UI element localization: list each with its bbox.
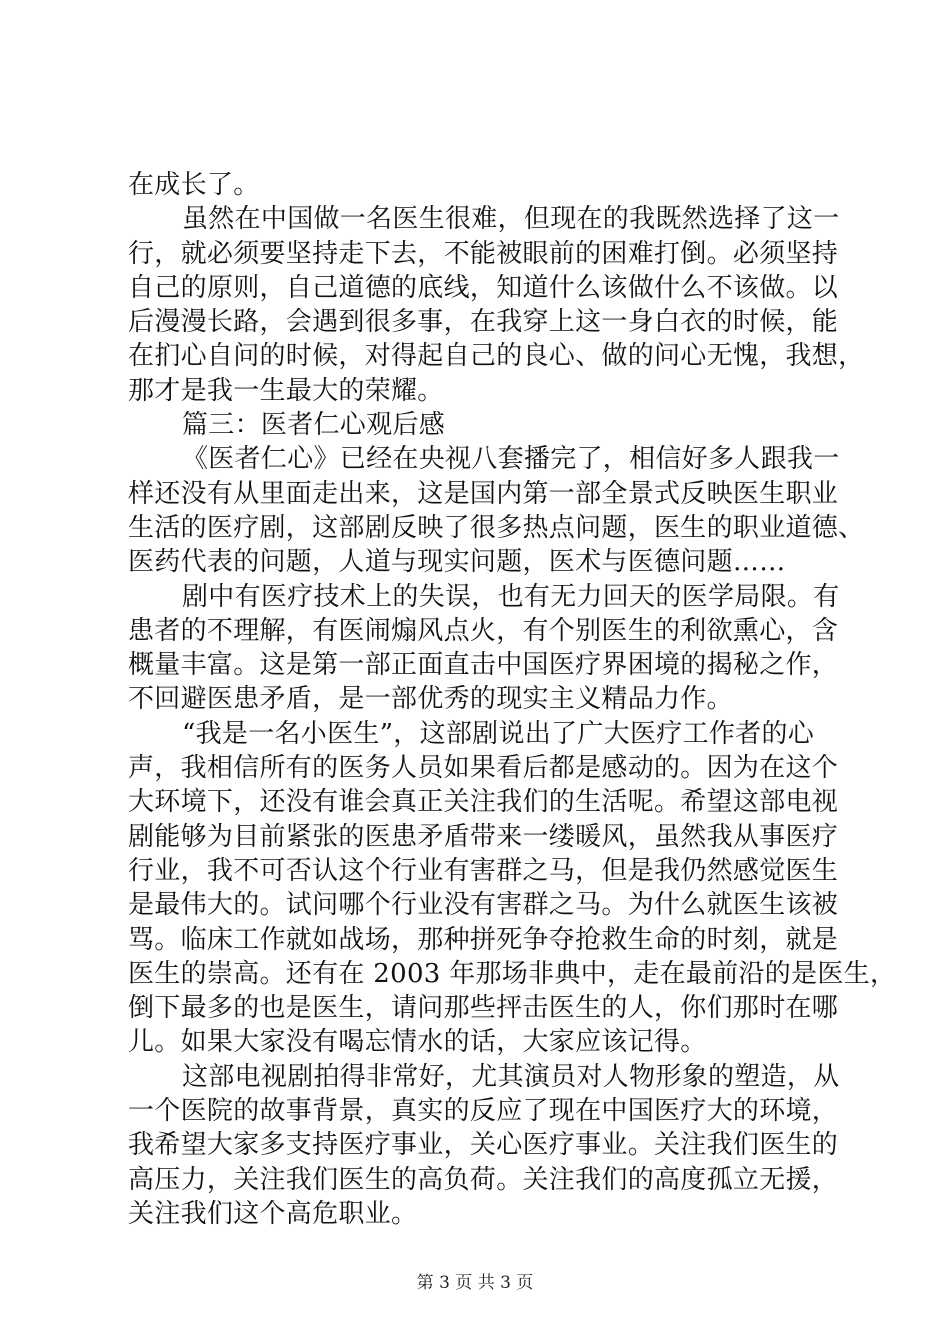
text-line: 不回避医患矛盾，是一部优秀的现实主义精品力作。 xyxy=(128,684,733,715)
text-line: 关注我们这个高危职业。 xyxy=(128,1198,418,1229)
text-line: 生活的医疗剧，这部剧反映了很多热点问题，医生的职业道德、 xyxy=(128,512,865,543)
text-line: 那才是我一生最大的荣耀。 xyxy=(128,375,444,406)
text-line: 这部电视剧拍得非常好，尤其演员对人物形象的塑造，从 xyxy=(182,1061,840,1092)
text-line: 《医者仁心》已经在央视八套播完了，相信好多人跟我一 xyxy=(182,444,840,475)
text-line: “我是一名小医生”，这部剧说出了广大医疗工作者的心 xyxy=(182,718,815,749)
text-line: 行业，我不可否认这个行业有害群之马，但是我仍然感觉医生 xyxy=(128,855,839,886)
text-line: 自己的原则，自己道德的底线，知道什么该做什么不该做。以 xyxy=(128,272,839,303)
text-line: 剧能够为目前紧张的医患矛盾带来一缕暖风，虽然我从事医疗 xyxy=(128,821,839,852)
text-line: 倒下最多的也是医生，请问那些抨击医生的人，你们那时在哪 xyxy=(128,993,839,1024)
document-body xyxy=(128,168,897,1231)
text-line: 概量丰富。这是第一部正面直击中国医疗界困境的揭秘之作， xyxy=(128,650,839,681)
page-footer: 第 3 页 共 3 页 xyxy=(416,1273,534,1293)
text-line: 篇三：医者仁心观后感 xyxy=(182,410,446,441)
text-line: 患者的不理解，有医闹煽风点火，有个别医生的利欲熏心，含 xyxy=(128,615,839,646)
text-line: 是最伟大的。试问哪个行业没有害群之马。为什么就医生该被 xyxy=(128,890,839,921)
text-line: 声，我相信所有的医务人员如果看后都是感动的。因为在这个 xyxy=(128,753,839,784)
text-line: 行，就必须要坚持走下去，不能被眼前的困难打倒。必须坚持 xyxy=(128,238,839,269)
text-line: 医药代表的问题，人道与现实问题，医术与医德问题…… xyxy=(128,547,786,578)
text-line: 骂。临床工作就如战场，那种拼死争夺抢救生命的时刻，就是 xyxy=(128,924,839,955)
text-line: 儿。如果大家没有喝忘情水的话，大家应该记得。 xyxy=(128,1027,707,1058)
text-line: 高压力，关注我们医生的高负荷。关注我们的高度孤立无援， xyxy=(128,1164,839,1195)
text-line: 虽然在中国做一名医生很难，但现在的我既然选择了这一 xyxy=(182,204,840,235)
text-line: 在成长了。 xyxy=(128,170,260,200)
text-line: 一个医院的故事背景，真实的反应了现在中国医疗大的环境， xyxy=(128,1096,839,1127)
text-line: 我希望大家多支持医疗事业，关心医疗事业。关注我们医生的 xyxy=(128,1130,839,1161)
text-line: 在扪心自问的时候，对得起自己的良心、做的问心无愧，我想， xyxy=(128,341,865,372)
text-line: 样还没有从里面走出来，这是国内第一部全景式反映医生职业 xyxy=(128,478,839,509)
text-line: 医生的崇高。还有在 2003 年那场非典中，走在最前沿的是医生， xyxy=(128,958,897,989)
text-line: 后漫漫长路，会遇到很多事，在我穿上这一身白衣的时候，能 xyxy=(128,307,839,338)
text-line: 剧中有医疗技术上的失误，也有无力回天的医学局限。有 xyxy=(182,581,840,612)
text-line: 大环境下，还没有谁会真正关注我们的生活呢。希望这部电视 xyxy=(128,787,839,818)
